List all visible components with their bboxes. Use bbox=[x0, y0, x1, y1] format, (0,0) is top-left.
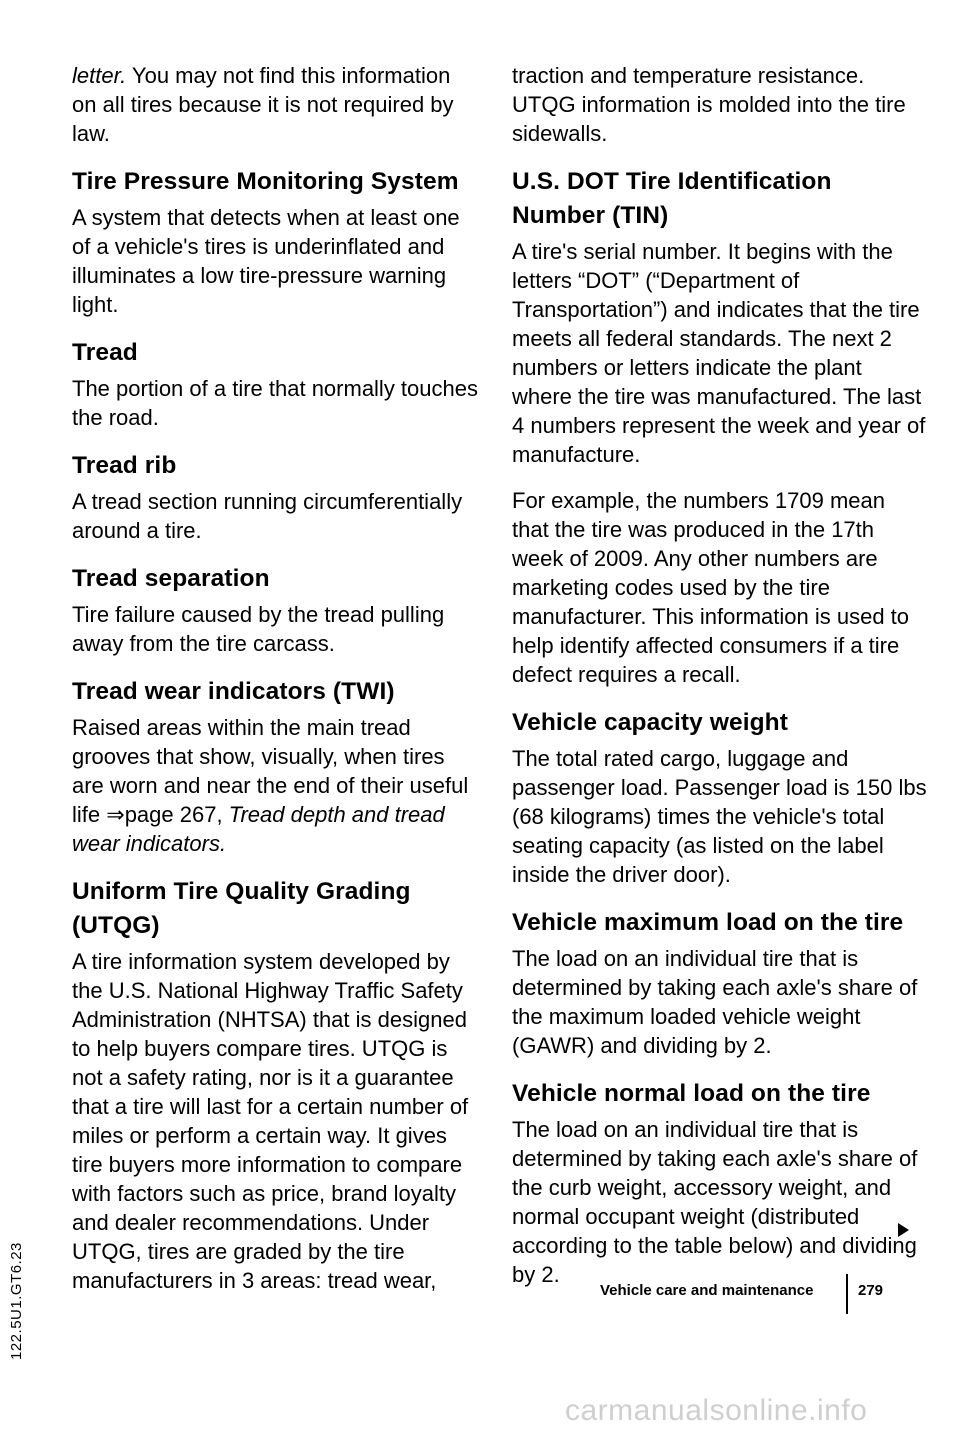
lead-text: You may not find this information on all tires because it is not required by law. bbox=[72, 63, 454, 146]
heading-tread: Tread bbox=[72, 339, 138, 366]
body-utqg: A tire information system developed by the U.S. National Highway Traffic Safety Administration (NHTSA) that is designed to help buyers compare tires. UTQG is not a safety rating, nor is it a guarantee that a tire will last for a certain number of miles or perform a certain way. It gives tire buyers more information to compare with factors such as price, brand loyalty and dealer recommendations. Under UTQG, tires are graded by the tire manufacturers in 3 areas: tread wear, bbox=[72, 949, 469, 1293]
body-max-load: The load on an individual tire that is determined by taking each axle's share of the maximum loaded vehicle weight (GAWR) and dividing by 2. bbox=[512, 946, 918, 1058]
left-column bbox=[72, 62, 480, 1295]
continue-triangle-right-icon bbox=[898, 1223, 909, 1237]
page-number: 279 bbox=[858, 1282, 884, 1299]
entry-tread-separation bbox=[72, 562, 480, 658]
body-tpms: A system that detects when at least one of a vehicle's tires is underinflated and illuminates a low tire-pressure warning light. bbox=[72, 205, 460, 317]
entry-normal-load bbox=[512, 1077, 927, 1289]
watermark: carmanualsonline.info bbox=[565, 1394, 868, 1427]
heading-capacity-weight: Vehicle capacity weight bbox=[512, 709, 788, 736]
body-tin-2: For example, the numbers 1709 mean that the tire was produced in the 17th week of 2009. Any other numbers are marketing codes used by the tire manufacturer. This information is used to help identify affected consumers if a tire defect requires a recall. bbox=[512, 488, 910, 687]
entry-tpms bbox=[72, 165, 480, 319]
heading-tpms: Tire Pressure Monitoring System bbox=[72, 168, 459, 195]
right-column bbox=[512, 62, 927, 1289]
heading-tin: U.S. DOT Tire Identification Number (TIN) bbox=[512, 168, 832, 229]
entry-tin bbox=[512, 165, 927, 689]
footer-section-title: Vehicle care and maintenance bbox=[600, 1282, 814, 1299]
heading-normal-load: Vehicle normal load on the tire bbox=[512, 1080, 871, 1107]
entry-tread bbox=[72, 336, 480, 432]
body-capacity-weight: The total rated cargo, luggage and passenger load. Passenger load is 150 lbs (68 kilograms) times the vehicle's total seating capacity (as listed on the label inside the driver door). bbox=[512, 746, 927, 887]
body-tread-separation: Tire failure caused by the tread pulling away from the tire carcass. bbox=[72, 602, 445, 656]
body-tread-rib: A tread section running circumferentially around a tire. bbox=[72, 489, 463, 543]
entry-capacity-weight bbox=[512, 706, 927, 889]
heading-utqg: Uniform Tire Quality Grading (UTQG) bbox=[72, 878, 411, 939]
document-code: 122.5U1.GT6.23 bbox=[8, 1242, 25, 1360]
footer-divider bbox=[846, 1274, 848, 1314]
heading-twi: Tread wear indicators (TWI) bbox=[72, 678, 395, 705]
heading-tread-separation: Tread separation bbox=[72, 565, 270, 592]
page-reference[interactable]: page 267, bbox=[124, 802, 229, 827]
page-reference-arrow-icon: ⇒ bbox=[106, 802, 125, 827]
lead-paragraph-left bbox=[72, 61, 480, 148]
body-tread: The portion of a tire that normally touches the road. bbox=[72, 376, 478, 430]
entry-max-load bbox=[512, 906, 927, 1060]
entry-tread-rib bbox=[72, 449, 480, 545]
body-tin-1: A tire's serial number. It begins with the letters “DOT” (“Department of Transportation”) and indicates that the tire meets all federal standards. The next 2 numbers or letters indicate the plant where the tire was manufactured. The last 4 numbers represent the week and year of manufacture. bbox=[512, 239, 926, 467]
lead-emphasis: letter. bbox=[72, 63, 127, 88]
body-twi bbox=[72, 713, 480, 858]
body-normal-load: The load on an individual tire that is determined by taking each axle's share of the curb weight, accessory weight, and normal occupant weight (distributed according to the table below) and dividing by 2. bbox=[512, 1117, 918, 1287]
heading-max-load: Vehicle maximum load on the tire bbox=[512, 909, 904, 936]
body-twi-text: Raised areas within the main tread grooves that show, visually, when tires are worn and near the end of their useful life bbox=[72, 715, 469, 827]
lead-text-right: traction and temperature resistance. UTQG information is molded into the tire sidewalls. bbox=[512, 63, 906, 146]
page-reference-title: Tread depth and tread wear indicators. bbox=[72, 802, 445, 856]
lead-paragraph-right bbox=[512, 61, 927, 148]
heading-tread-rib: Tread rib bbox=[72, 452, 177, 479]
entry-utqg bbox=[72, 875, 480, 1295]
entry-twi bbox=[72, 675, 480, 858]
